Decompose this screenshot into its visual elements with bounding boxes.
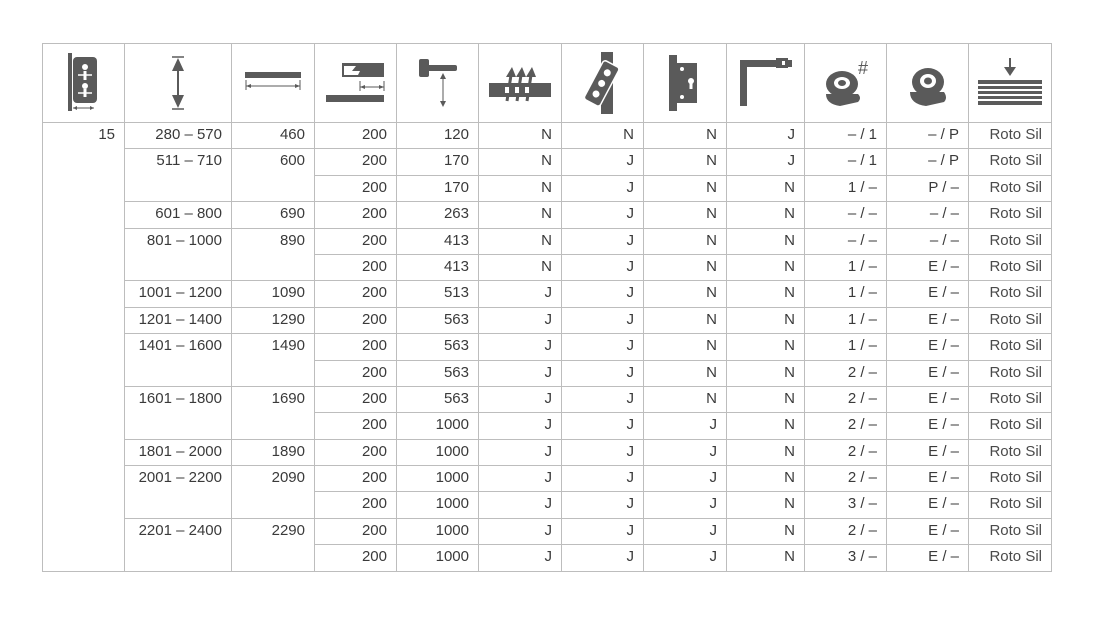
table-cell: 1 / –: [805, 254, 887, 280]
table-cell: 1 / –: [805, 281, 887, 307]
table-cell: Roto Sil: [969, 228, 1052, 254]
table-cell: 200: [315, 175, 397, 201]
table-cell: J: [727, 149, 805, 175]
table-cell: 200: [315, 228, 397, 254]
sash-height-range-icon: [125, 44, 232, 123]
table-cell: Roto Sil: [969, 518, 1052, 544]
table-cell: Roto Sil: [969, 386, 1052, 412]
table-cell: N: [644, 281, 727, 307]
table-cell: 1000: [397, 439, 479, 465]
table-cell: J: [479, 386, 562, 412]
table-cell: J: [562, 149, 644, 175]
table-cell: N: [727, 307, 805, 333]
table-cell: 2 / –: [805, 466, 887, 492]
table-cell: 1000: [397, 466, 479, 492]
table-cell: Roto Sil: [969, 360, 1052, 386]
table-cell: – / –: [887, 228, 969, 254]
table-cell: 413: [397, 228, 479, 254]
table-cell: – / P: [887, 149, 969, 175]
centre-lock-icon: [562, 44, 644, 123]
corner-drive-icon: [727, 44, 805, 123]
table-cell: N: [727, 228, 805, 254]
table-cell: Roto Sil: [969, 466, 1052, 492]
table-cell: 1000: [397, 518, 479, 544]
table-cell: 200: [315, 545, 397, 571]
table-cell: 200: [315, 123, 397, 149]
table-cell: – / –: [805, 202, 887, 228]
fitting-spec-table: [42, 43, 1052, 572]
table-cell: J: [479, 334, 562, 360]
table-cell: 1 / –: [805, 334, 887, 360]
table-cell: J: [562, 175, 644, 201]
table-cell: 1090: [232, 281, 315, 307]
table-cell: N: [644, 254, 727, 280]
table-cell: 511 – 710: [125, 149, 232, 202]
table-cell: J: [479, 518, 562, 544]
table-cell: N: [727, 386, 805, 412]
table-cell: N: [727, 175, 805, 201]
table-cell: 513: [397, 281, 479, 307]
table-cell: – / P: [887, 123, 969, 149]
table-cell: Roto Sil: [969, 175, 1052, 201]
table-cell: N: [644, 228, 727, 254]
table-row: [43, 202, 1052, 228]
table-cell: N: [727, 281, 805, 307]
table-cell: 1890: [232, 439, 315, 465]
table-cell: J: [479, 545, 562, 571]
table-cell: 2 / –: [805, 413, 887, 439]
table-cell: 2 / –: [805, 518, 887, 544]
table-cell: 460: [232, 123, 315, 149]
table-cell: N: [727, 360, 805, 386]
table-cell: 1001 – 1200: [125, 281, 232, 307]
group-cell: 15: [43, 123, 125, 572]
table-cell: 890: [232, 228, 315, 281]
table-cell: J: [562, 413, 644, 439]
table-cell: J: [479, 439, 562, 465]
handle-height-icon: [397, 44, 479, 123]
table-cell: P / –: [887, 175, 969, 201]
table-cell: J: [562, 307, 644, 333]
table-cell: 690: [232, 202, 315, 228]
table-cell: Roto Sil: [969, 307, 1052, 333]
table-cell: 2001 – 2200: [125, 466, 232, 519]
table-cell: 200: [315, 149, 397, 175]
table-cell: E / –: [887, 254, 969, 280]
table-cell: E / –: [887, 386, 969, 412]
table-cell: 1201 – 1400: [125, 307, 232, 333]
table-cell: J: [479, 492, 562, 518]
table-cell: 601 – 800: [125, 202, 232, 228]
table-cell: E / –: [887, 281, 969, 307]
table-cell: J: [562, 386, 644, 412]
table-cell: 1401 – 1600: [125, 334, 232, 387]
table-cell: E / –: [887, 545, 969, 571]
table-cell: E / –: [887, 439, 969, 465]
spec-table-body: [43, 123, 1052, 572]
table-cell: – / 1: [805, 149, 887, 175]
table-cell: J: [479, 307, 562, 333]
table-cell: 563: [397, 386, 479, 412]
table-cell: N: [644, 334, 727, 360]
table-cell: 600: [232, 149, 315, 202]
table-cell: 3 / –: [805, 492, 887, 518]
espagnolette-lock-backset-icon: [43, 44, 125, 123]
keyhole-lock-icon: [644, 44, 727, 123]
table-cell: Roto Sil: [969, 545, 1052, 571]
table-cell: 120: [397, 123, 479, 149]
table-cell: N: [644, 307, 727, 333]
hash-label: #: [857, 58, 868, 78]
table-cell: J: [644, 492, 727, 518]
table-cell: 200: [315, 281, 397, 307]
table-cell: 200: [315, 466, 397, 492]
table-cell: N: [479, 254, 562, 280]
locking-cam-icon: [887, 44, 969, 123]
table-cell: 170: [397, 175, 479, 201]
table-cell: E / –: [887, 492, 969, 518]
table-cell: 563: [397, 360, 479, 386]
table-cell: 1 / –: [805, 307, 887, 333]
table-cell: 1 / –: [805, 175, 887, 201]
table-cell: J: [479, 466, 562, 492]
table-cell: J: [562, 334, 644, 360]
table-cell: J: [644, 545, 727, 571]
table-cell: 200: [315, 386, 397, 412]
table-cell: E / –: [887, 518, 969, 544]
table-row: [43, 123, 1052, 149]
table-cell: J: [562, 228, 644, 254]
table-cell: N: [727, 439, 805, 465]
table-cell: N: [644, 386, 727, 412]
table-cell: 200: [315, 334, 397, 360]
table-cell: N: [727, 254, 805, 280]
table-row: [43, 466, 1052, 492]
table-row: [43, 149, 1052, 175]
table-cell: 2090: [232, 466, 315, 519]
table-cell: N: [727, 413, 805, 439]
table-cell: N: [479, 228, 562, 254]
table-cell: 1000: [397, 492, 479, 518]
table-cell: J: [562, 202, 644, 228]
table-cell: N: [727, 466, 805, 492]
table-cell: 1000: [397, 413, 479, 439]
table-cell: 563: [397, 334, 479, 360]
table-cell: J: [644, 413, 727, 439]
table-cell: N: [644, 175, 727, 201]
table-cell: Roto Sil: [969, 334, 1052, 360]
table-cell: 170: [397, 149, 479, 175]
table-cell: J: [644, 518, 727, 544]
table-row: [43, 518, 1052, 544]
table-cell: N: [727, 518, 805, 544]
table-cell: N: [644, 123, 727, 149]
table-cell: Roto Sil: [969, 254, 1052, 280]
table-cell: – / –: [805, 228, 887, 254]
table-cell: Roto Sil: [969, 281, 1052, 307]
table-cell: J: [562, 466, 644, 492]
table-cell: 263: [397, 202, 479, 228]
table-cell: 200: [315, 307, 397, 333]
table-cell: J: [562, 254, 644, 280]
tilt-before-turn-icon: [479, 44, 562, 123]
table-cell: – / –: [887, 202, 969, 228]
table-cell: 1690: [232, 386, 315, 439]
table-cell: 200: [315, 518, 397, 544]
gearbox-backset-icon: [315, 44, 397, 123]
table-cell: 413: [397, 254, 479, 280]
table-cell: 1000: [397, 545, 479, 571]
table-cell: 2 / –: [805, 439, 887, 465]
table-cell: 1490: [232, 334, 315, 387]
table-cell: E / –: [887, 307, 969, 333]
table-cell: 3 / –: [805, 545, 887, 571]
table-row: [43, 334, 1052, 360]
table-row: [43, 228, 1052, 254]
table-cell: 563: [397, 307, 479, 333]
table-cell: N: [479, 202, 562, 228]
icon-header-row: [43, 44, 1052, 123]
table-cell: J: [479, 413, 562, 439]
table-cell: E / –: [887, 334, 969, 360]
table-cell: N: [727, 202, 805, 228]
table-cell: N: [644, 202, 727, 228]
table-cell: N: [562, 123, 644, 149]
table-cell: J: [644, 439, 727, 465]
table-cell: 2201 – 2400: [125, 518, 232, 571]
table-cell: J: [562, 360, 644, 386]
table-cell: – / 1: [805, 123, 887, 149]
table-row: [43, 386, 1052, 412]
table-row: [43, 307, 1052, 333]
locking-cam-tilt-icon: [805, 44, 887, 123]
table-cell: J: [727, 123, 805, 149]
table-cell: 200: [315, 360, 397, 386]
table-cell: Roto Sil: [969, 413, 1052, 439]
table-cell: 2 / –: [805, 360, 887, 386]
table-cell: 200: [315, 413, 397, 439]
table-cell: E / –: [887, 360, 969, 386]
table-cell: Roto Sil: [969, 149, 1052, 175]
table-cell: 1290: [232, 307, 315, 333]
table-cell: Roto Sil: [969, 439, 1052, 465]
table-cell: N: [479, 123, 562, 149]
table-cell: J: [479, 281, 562, 307]
table-cell: 801 – 1000: [125, 228, 232, 281]
table-cell: J: [562, 439, 644, 465]
table-cell: 280 – 570: [125, 123, 232, 149]
table-row: [43, 439, 1052, 465]
table-cell: 200: [315, 254, 397, 280]
table-cell: 200: [315, 439, 397, 465]
table-cell: N: [727, 492, 805, 518]
table-cell: N: [727, 545, 805, 571]
table-cell: 2290: [232, 518, 315, 571]
table-cell: J: [644, 466, 727, 492]
table-cell: Roto Sil: [969, 123, 1052, 149]
table-cell: J: [562, 518, 644, 544]
table-cell: J: [562, 281, 644, 307]
table-cell: N: [727, 334, 805, 360]
table-cell: E / –: [887, 466, 969, 492]
table-cell: Roto Sil: [969, 492, 1052, 518]
table-cell: J: [562, 545, 644, 571]
table-row: [43, 281, 1052, 307]
table-cell: Roto Sil: [969, 202, 1052, 228]
table-cell: 2 / –: [805, 386, 887, 412]
table-cell: J: [562, 492, 644, 518]
table-cell: N: [479, 175, 562, 201]
drive-rod-length-icon: [232, 44, 315, 123]
table-cell: E / –: [887, 413, 969, 439]
table-cell: N: [644, 360, 727, 386]
table-cell: 1601 – 1800: [125, 386, 232, 439]
table-cell: N: [644, 149, 727, 175]
roto-sil-profile-icon: [969, 44, 1052, 123]
table-cell: N: [479, 149, 562, 175]
table-cell: 1801 – 2000: [125, 439, 232, 465]
table-cell: 200: [315, 202, 397, 228]
table-cell: J: [479, 360, 562, 386]
table-cell: 200: [315, 492, 397, 518]
